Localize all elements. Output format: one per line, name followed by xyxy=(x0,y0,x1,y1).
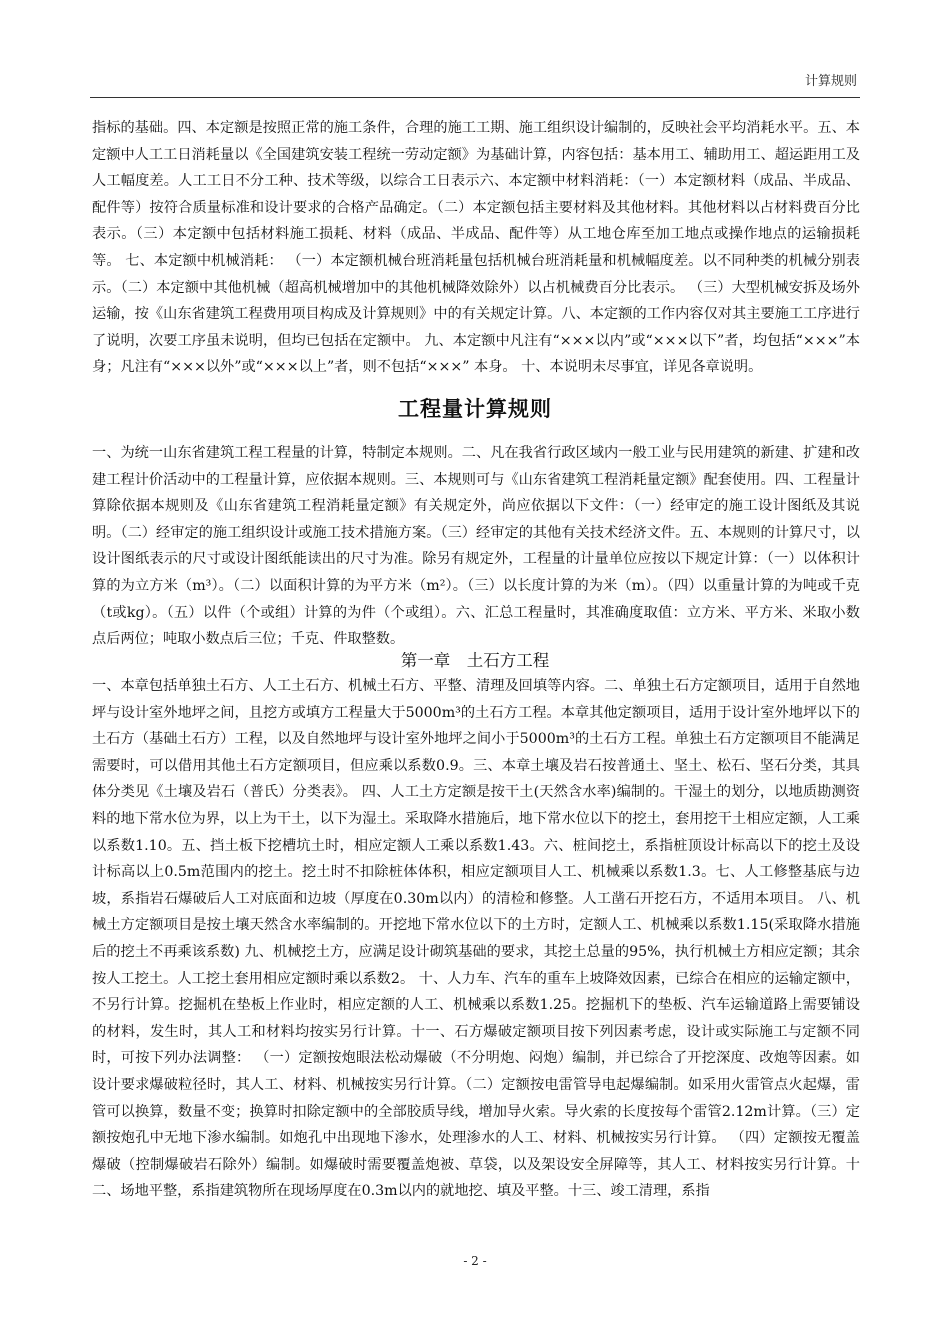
page-number: - 2 - xyxy=(463,1254,487,1268)
running-header: 计算规则 xyxy=(804,74,857,89)
header-divider xyxy=(90,97,860,98)
intro-paragraph: 指标的基础。四、本定额是按照正常的施工条件，合理的施工工期、施工组织设计编制的，反映社会平均消耗水平。五、本定额中人工工日消耗量以《全国建筑安装工程统一劳动定额》为基础计算，内容包括：基本用工、辅助用工、超运距用工及人工幅度差。人工工日不分工种、技术等级，以综合工日表示六、本定额中材料消耗：（一）本定额材料（成品、半成品、配件等）按符合质量标准和设计要求的合格产品确定。（二）本定额包括主要材料及其他材料。其他材料以占材料费百分比表示。（三）本定额中包括材料施工损耗、材料（成品、半成品、配件等）从工地仓库至加工地点或操作地点的运输损耗等。 七、本定额中机械消耗： （一）本定额机械台班消耗量包括机械台班消耗量和机械幅度差。以不同种类的机械分别表示。（二）本定额中其他机械（超高机械增加中的其他机械降效除外）以占机械费百分比表示。 （三）大型机械安拆及场外运输，按《山东省建筑工程费用项目构成及计算规则》中的有关规定计算。八、本定额的工作内容仅对其主要施工工序进行了说明，次要工序虽未说明，但均已包括在定额中。 九、本定额中凡注有“×××以内”或“×××以下”者，均包括“×××”本身；凡注有“×××以外”或“×××以上”者，则不包括“×××” 本身。 十、本说明未尽事宜，详见各章说明。 xyxy=(92,120,860,376)
main-title: 工程量计算规则 xyxy=(398,397,552,421)
rules-paragraph: 一、为统一山东省建筑工程工程量的计算，特制定本规则。二、凡在我省行政区域内一般工业与民用建筑的新建、扩建和改建工程计价活动中的工程量计算，应依据本规则。三、本规则可与《山东省建筑工程消耗量定额》配套使用。四、工程量计算除依据本规则及《山东省建筑工程消耗量定额》有关规定外，尚应依据以下文件：（一）经审定的施工设计图纸及其说明。（二）经审定的施工组织设计或施工技术措施方案。（三）经审定的其他有关技术经济文件。五、本规则的计算尺寸，以设计图纸表示的尺寸或设计图纸能读出的尺寸为准。除另有规定外，工程量的计量单位应按以下规定计算：（一）以体积计算的为立方米（m³）。（二）以面积计算的为平方米（m²）。（三）以长度计算的为米（m）。（四）以重量计算的为吨或千克（t或kg）。（五）以件（个或组）计算的为件（个或组）。六、汇总工程量时，其准确度取值：立方米、平方米、米取小数点后两位；吨取小数点后三位；千克、件取整数。 xyxy=(92,445,860,648)
chapter-heading: 第一章 土石方工程 xyxy=(400,651,550,670)
chapter-paragraph: 一、本章包括单独土石方、人工土石方、机械土石方、平整、清理及回填等内容。二、单独土石方定额项目，适用于自然地坪与设计室外地坪之间，且挖方或填方工程量大于5000m³的土石方工程。本章其他定额项目，适用于设计室外地坪以下的土石方（基础土石方）工程，以及自然地坪与设计室外地坪之间小于5000m³的土石方工程。单独土石方定额项目不能满足需要时，可以借用其他土石方定额项目，但应乘以系数0.9。三、本章土壤及岩石按普通土、坚土、松石、坚石分类，其具体分类见《土壤及岩石（普氏）分类表》。 四、人工土方定额是按干土(天然含水率)编制的。干湿土的划分，以地质勘测资料的地下常水位为界，以上为干土，以下为湿土。采取降水措施后，地下常水位以下的挖土，套用挖干土相应定额，人工乘以系数1.10。五、挡土板下挖槽坑土时，相应定额人工乘以系数1.43。六、桩间挖土，系指桩顶设计标高以下的挖土及设计标高以上0.5m范围内的挖土。挖土时不扣除桩体体积，相应定额项目人工、机械乘以系数1.3。七、人工修整基底与边坡，系指岩石爆破后人工对底面和边坡（厚度在0.30m以内）的清检和修整。人工凿石开挖石方，不适用本项目。 八、机械土方定额项目是按土壤天然含水率编制的。开挖地下常水位以下的土方时，定额人工、机械乘以系数1.15(采取降水措施后的挖土不再乘该系数) 九、机械挖土方，应满足设计砌筑基础的要求，其挖土总量的95%，执行机械土方相应定额；其余按人工挖土。人工挖土套用相应定额时乘以系数2。 十、人力车、汽车的重车上坡降效因素，已综合在相应的运输定额中，不另行计算。挖掘机在垫板上作业时，相应定额的人工、机械乘以系数1.25。挖掘机下的垫板、汽车运输道路上需要铺设的材料，发生时，其人工和材料均按实另行计算。十一、石方爆破定额项目按下列因素考虑，设计或实际施工与定额不同时，可按下列办法调整： （一）定额按炮眼法松动爆破（不分明炮、闷炮）编制，并已综合了开挖深度、改炮等因素。如设计要求爆破粒径时，其人工、材料、机械按实另行计算。（二）定额按电雷管导电起爆编制。如采用火雷管点火起爆，雷管可以换算，数量不变；换算时扣除定额中的全部胶质导线，增加导火索。导火索的长度按每个雷管2.12m计算。（三）定额按炮孔中无地下渗水编制。如炮孔中出现地下渗水，处理渗水的人工、材料、机械按实另行计算。 （四）定额按无覆盖爆破（控制爆破岩石除外）编制。如爆破时需要覆盖炮被、草袋，以及架设安全屏障等，其人工、材料按实另行计算。十二、场地平整，系指建筑物所在现场厚度在0.3m以内的就地挖、填及平整。十三、竣工清理，系指 xyxy=(92,678,860,1200)
